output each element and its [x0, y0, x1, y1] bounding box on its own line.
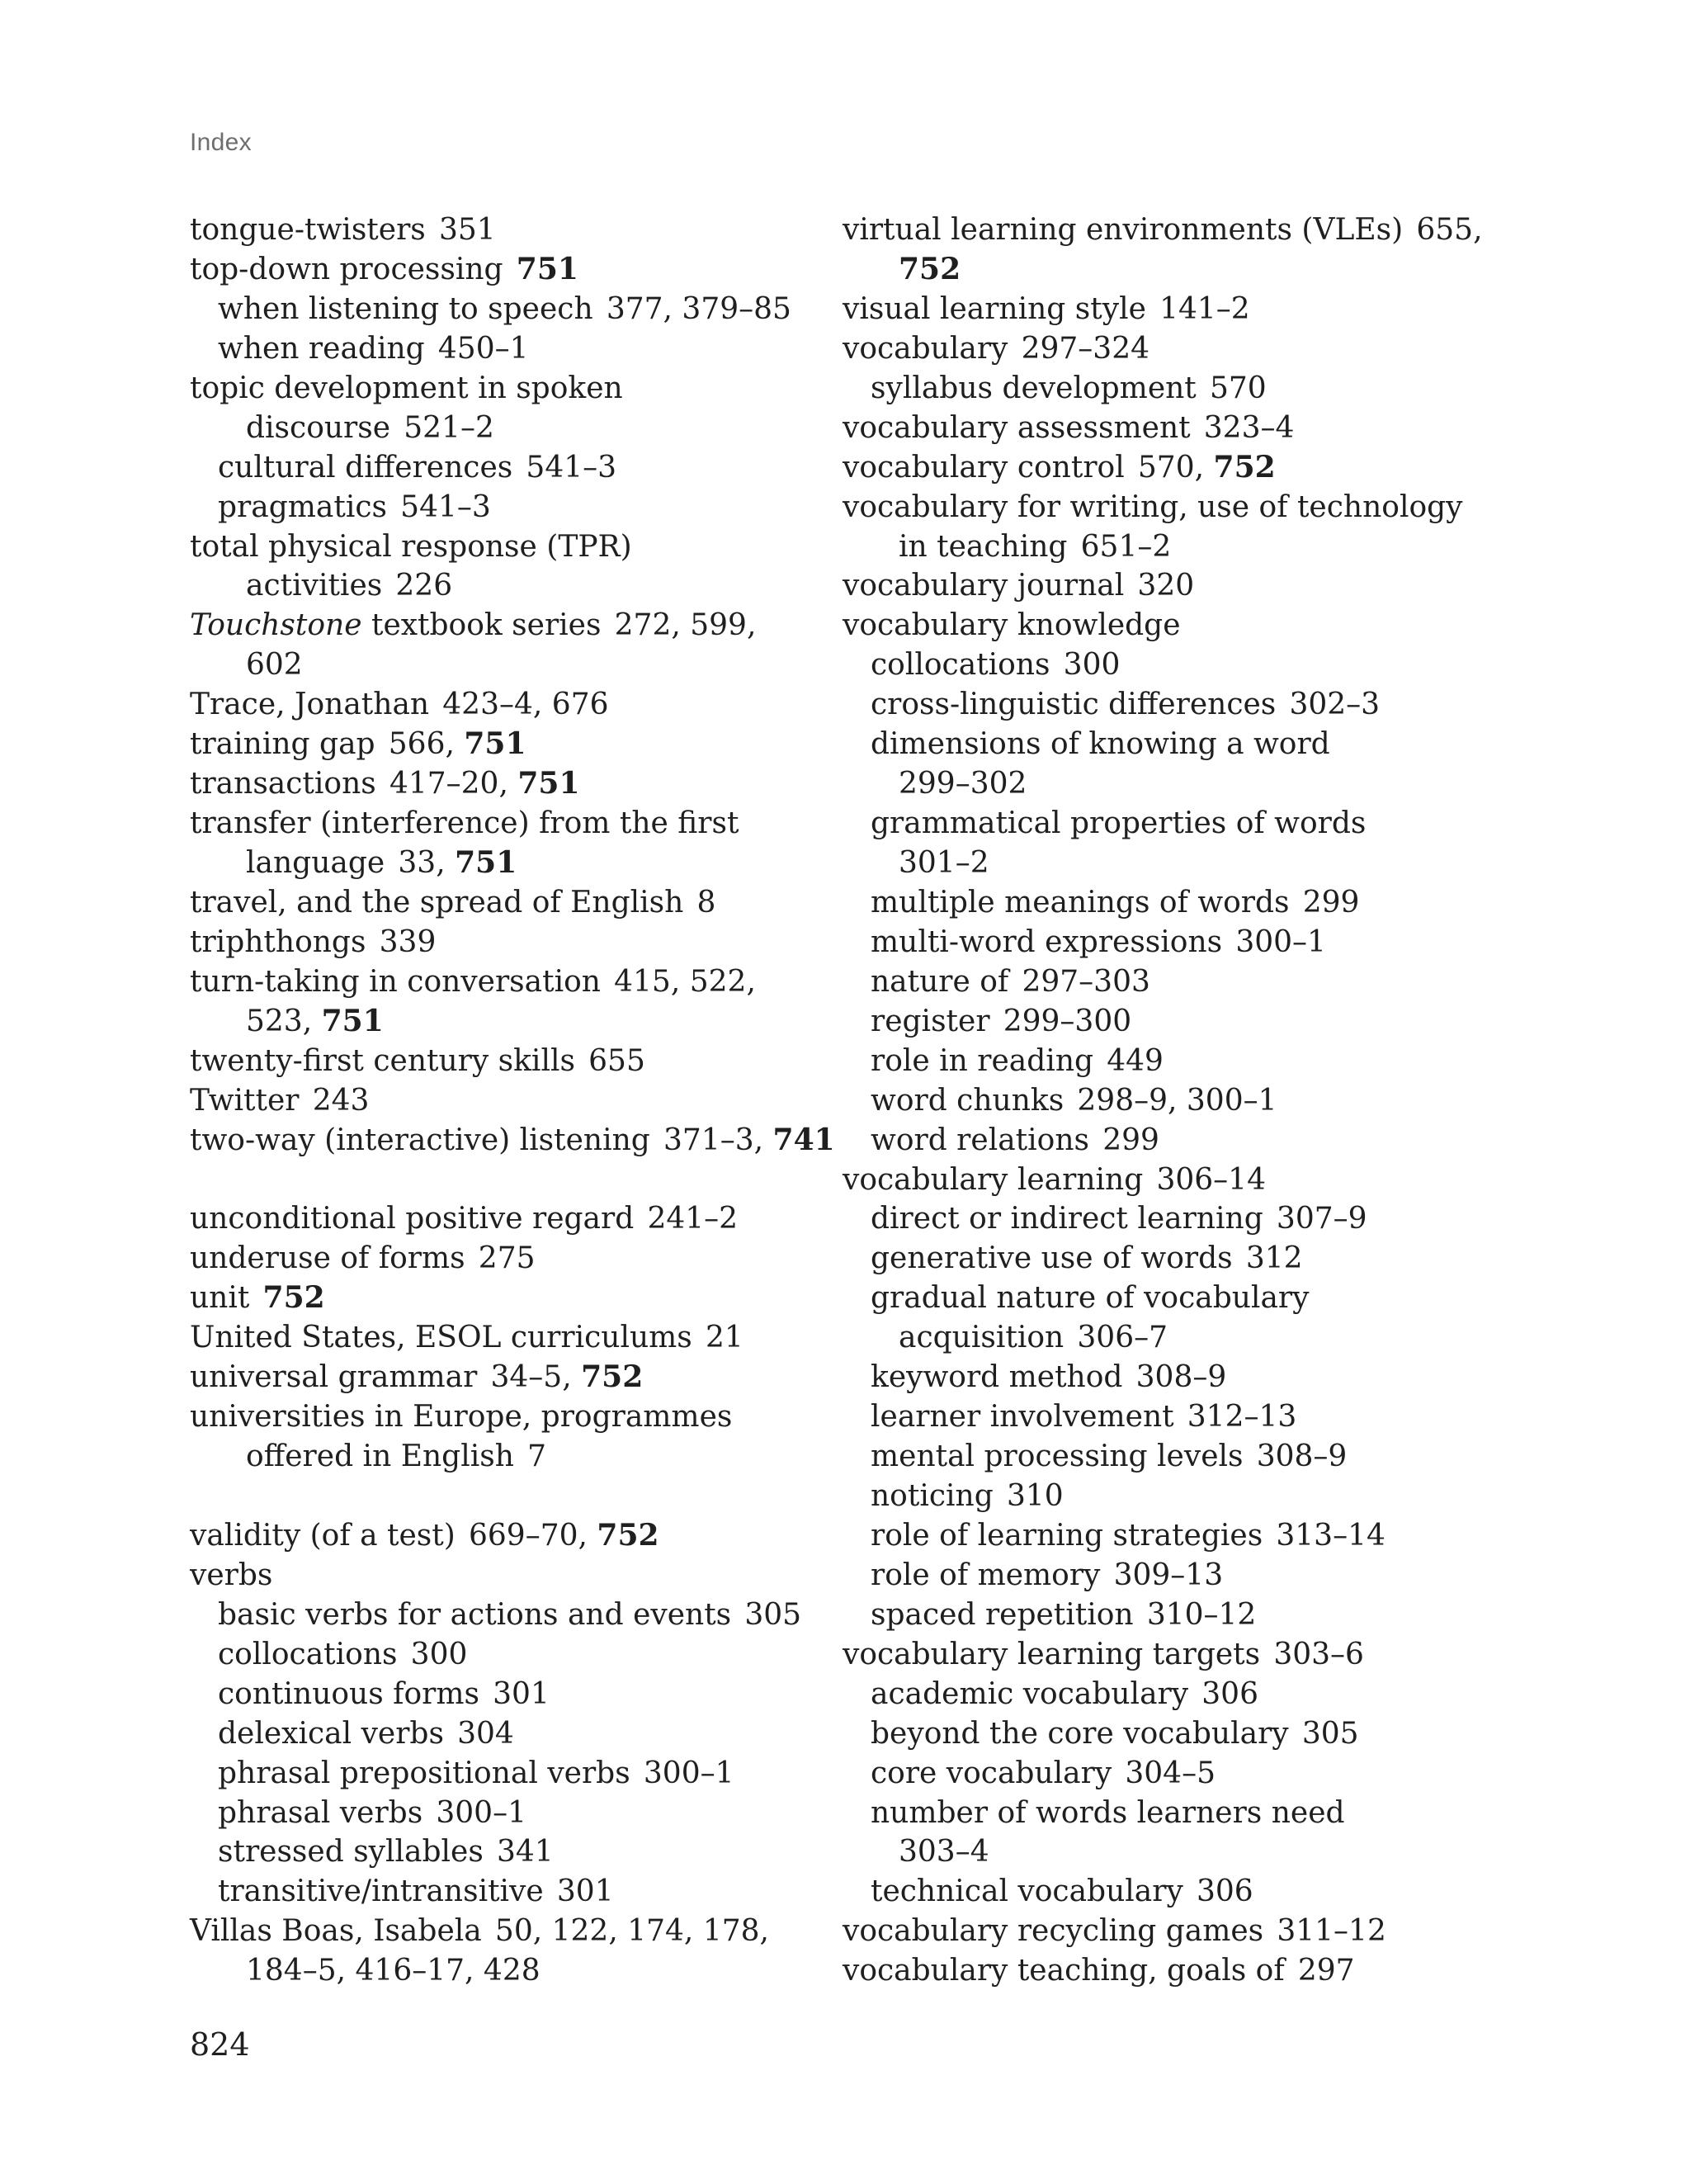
index-entry-continuation	[843, 527, 1494, 567]
index-subentry	[190, 290, 842, 329]
index-entry	[843, 409, 1494, 448]
index-entry-continuation	[190, 844, 842, 883]
index-entry-continuation	[190, 1002, 842, 1042]
entry-text: 302–3	[1289, 688, 1381, 722]
entry-text: vocabulary learning targets	[843, 1637, 1261, 1671]
entry-text: collocations	[218, 1637, 398, 1671]
entry-text: unit	[190, 1281, 250, 1316]
entry-text: 301	[493, 1676, 550, 1711]
entry-text: training gap	[190, 727, 375, 762]
index-entry	[190, 1397, 842, 1437]
entry-text: 341	[497, 1835, 554, 1870]
index-entry	[190, 923, 842, 962]
entry-text: textbook series	[361, 608, 602, 643]
index-subentry	[190, 488, 842, 527]
entry-text: Villas Boas, Isabela	[190, 1914, 482, 1949]
entry-text: word chunks	[871, 1083, 1065, 1118]
index-subentry	[843, 1358, 1494, 1397]
entry-text: in teaching	[899, 529, 1068, 564]
index-entry	[190, 1912, 842, 1951]
index-subentry	[843, 1595, 1494, 1635]
index-subentry	[843, 962, 1494, 1002]
index-subentry	[843, 1556, 1494, 1595]
entry-text: 300	[1063, 648, 1121, 683]
index-entry	[190, 250, 842, 290]
entry-text: 297–324	[1021, 331, 1150, 366]
entry-text: 243	[312, 1083, 370, 1118]
entry-text: 310–12	[1146, 1597, 1257, 1632]
index-subentry	[190, 448, 842, 488]
index-entry	[843, 1951, 1494, 1991]
index-entry	[843, 1161, 1494, 1200]
entry-text: core vocabulary	[871, 1756, 1112, 1790]
entry-text: generative use of words	[871, 1241, 1233, 1276]
entry-text: direct or indirect learning	[871, 1202, 1263, 1236]
entry-text: 305	[1301, 1716, 1359, 1751]
entry-text: 33,	[398, 846, 456, 880]
index-entry-continuation	[843, 764, 1494, 804]
glossary-page-ref: 752	[262, 1280, 325, 1316]
entry-text: 423–4, 676	[442, 688, 609, 722]
entry-text: 309–13	[1113, 1558, 1224, 1592]
entry-text: activities	[246, 569, 383, 603]
entry-text: 304	[457, 1716, 514, 1751]
index-entry	[190, 804, 842, 844]
index-subentry	[843, 1872, 1494, 1912]
entry-text: gradual nature of vocabulary	[871, 1281, 1310, 1316]
entry-text: 449	[1107, 1043, 1164, 1078]
entry-text: 300–1	[643, 1756, 734, 1790]
entry-text: 8	[696, 885, 716, 919]
index-letter-gap	[190, 1161, 842, 1200]
entry-text: unconditional positive regard	[190, 1202, 635, 1236]
index-subentry	[843, 1042, 1494, 1081]
glossary-page-ref: 751	[464, 726, 526, 762]
entry-text: 566,	[388, 727, 465, 762]
entry-text: cultural differences	[218, 450, 513, 485]
entry-text: technical vocabulary	[871, 1874, 1183, 1909]
index-subentry	[843, 883, 1494, 923]
entry-text: delexical verbs	[218, 1716, 444, 1751]
entry-text: pragmatics	[218, 489, 387, 524]
entry-text: phrasal prepositional verbs	[218, 1756, 630, 1790]
entry-text: mental processing levels	[871, 1439, 1244, 1474]
entry-text: two-way (interactive) listening	[190, 1123, 650, 1157]
index-subentry	[843, 725, 1494, 764]
entry-text: 34–5,	[490, 1360, 582, 1395]
glossary-page-ref: 752	[1213, 449, 1276, 485]
index-subentry	[190, 1754, 842, 1794]
entry-text: register	[871, 1004, 990, 1038]
index-entry	[843, 329, 1494, 369]
entry-text: 377, 379–85	[606, 291, 791, 326]
entry-text: 669–70,	[468, 1518, 597, 1553]
index-subentry	[843, 1002, 1494, 1042]
italic-title: Touchstone	[190, 608, 362, 643]
index-subentry	[843, 645, 1494, 685]
entry-text: role of learning strategies	[871, 1518, 1263, 1553]
index-subentry	[843, 1121, 1494, 1161]
entry-text: transfer (interference) from the first	[190, 806, 739, 841]
index-entry	[190, 764, 842, 804]
entry-text: 275	[478, 1241, 536, 1276]
index-entry-continuation	[190, 1951, 842, 1991]
index-entry	[190, 725, 842, 764]
entry-text: 602	[246, 648, 303, 683]
index-entry	[190, 962, 842, 1002]
entry-text: 308–9	[1256, 1439, 1348, 1474]
entry-text: word relations	[871, 1123, 1089, 1157]
running-head: Index	[190, 129, 252, 156]
entry-text: multi-word expressions	[871, 924, 1223, 959]
index-subentry	[843, 1279, 1494, 1318]
entry-text: 310	[1006, 1479, 1064, 1513]
entry-text: acquisition	[899, 1321, 1065, 1355]
entry-text: basic verbs for actions and events	[218, 1597, 732, 1632]
entry-text: 272, 599,	[614, 608, 757, 643]
index-entry	[190, 1516, 842, 1556]
entry-text: 303–6	[1273, 1637, 1364, 1671]
entry-text: 371–3,	[663, 1123, 773, 1157]
entry-text: vocabulary journal	[843, 569, 1125, 603]
entry-text: top-down processing	[190, 252, 503, 286]
entry-text: 300–1	[1235, 924, 1326, 959]
index-entry	[843, 1912, 1494, 1951]
entry-text: 184–5, 416–17, 428	[246, 1954, 541, 1988]
entry-text: 301–2	[899, 846, 989, 880]
index-entry	[190, 1358, 842, 1397]
entry-text: 241–2	[647, 1202, 739, 1236]
entry-text: when listening to speech	[218, 291, 593, 326]
glossary-page-ref: 751	[321, 1003, 384, 1038]
index-entry-continuation	[190, 566, 842, 606]
entry-text: 570,	[1137, 450, 1214, 485]
entry-text: 21	[705, 1321, 744, 1355]
entry-text: 541–3	[400, 489, 491, 524]
entry-text: 301	[556, 1874, 614, 1909]
index-entry	[843, 606, 1494, 645]
entry-text: 306	[1196, 1874, 1253, 1909]
entry-text: 306	[1201, 1676, 1258, 1711]
entry-text: 306–7	[1077, 1321, 1168, 1355]
entry-text: grammatical properties of words	[871, 806, 1367, 841]
entry-text: 50, 122, 174, 178,	[494, 1914, 769, 1949]
entry-text: 415, 522,	[614, 964, 756, 999]
index-subentry	[843, 1477, 1494, 1516]
entry-text: when reading	[218, 331, 425, 366]
index-subentry	[843, 1516, 1494, 1556]
index-letter-gap	[190, 1477, 842, 1516]
entry-text: 541–3	[526, 450, 617, 485]
entry-text: 320	[1137, 569, 1195, 603]
entry-text: vocabulary learning	[843, 1162, 1144, 1197]
index-subentry	[190, 1794, 842, 1833]
index-subentry	[190, 1635, 842, 1675]
index-entry	[190, 685, 842, 725]
index-entry	[190, 1121, 842, 1161]
index-subentry	[190, 1595, 842, 1635]
entry-text: 655,	[1416, 213, 1483, 247]
entry-text: turn-taking in conversation	[190, 964, 601, 999]
entry-text: vocabulary recycling games	[843, 1914, 1264, 1949]
entry-text: 299	[1102, 1123, 1159, 1157]
entry-text: offered in English	[246, 1439, 514, 1474]
index-entry-continuation	[843, 1832, 1494, 1872]
glossary-page-ref: 752	[899, 251, 961, 286]
entry-text: transitive/intransitive	[218, 1874, 544, 1909]
entry-text: vocabulary knowledge	[843, 608, 1181, 643]
entry-text: 303–4	[899, 1835, 989, 1870]
entry-text: travel, and the spread of English	[190, 885, 684, 919]
entry-text: 297–303	[1022, 964, 1150, 999]
index-entry-continuation	[843, 250, 1494, 290]
glossary-page-ref: 741	[772, 1122, 835, 1157]
index-entry	[843, 448, 1494, 488]
entry-text: vocabulary assessment	[843, 410, 1191, 445]
entry-text: continuous forms	[218, 1676, 479, 1711]
index-entry	[190, 1042, 842, 1081]
index-subentry	[843, 1794, 1494, 1833]
entry-text: role in reading	[871, 1043, 1094, 1078]
entry-text: spaced repetition	[871, 1597, 1134, 1632]
entry-text: topic development in spoken	[190, 371, 623, 405]
index-subentry	[843, 923, 1494, 962]
index-entry-continuation	[190, 1437, 842, 1477]
index-subentry	[843, 1714, 1494, 1754]
entry-text: 351	[438, 213, 496, 247]
entry-text: 300	[410, 1637, 468, 1671]
index-entry	[843, 488, 1494, 527]
index-entry	[190, 1239, 842, 1279]
entry-text: 450–1	[437, 331, 529, 366]
entry-text: collocations	[871, 648, 1050, 683]
entry-text: 308–9	[1135, 1360, 1227, 1395]
index-entry-continuation	[190, 409, 842, 448]
entry-text: tongue-twisters	[190, 213, 426, 247]
index-subentry	[843, 1397, 1494, 1437]
entry-text: dimensions of knowing a word	[871, 727, 1330, 762]
index-column-right	[843, 210, 1494, 1991]
entry-text: underuse of forms	[190, 1241, 465, 1276]
entry-text: validity (of a test)	[190, 1518, 456, 1553]
entry-text: 141–2	[1159, 291, 1250, 326]
entry-text: visual learning style	[843, 291, 1146, 326]
index-entry	[190, 1556, 842, 1595]
index-entry-continuation	[843, 1318, 1494, 1358]
index-entry	[843, 210, 1494, 250]
entry-text: Twitter	[190, 1083, 300, 1118]
entry-text: 339	[379, 924, 437, 959]
entry-text: transactions	[190, 767, 376, 801]
entry-text: 304–5	[1125, 1756, 1216, 1790]
entry-text: stressed syllables	[218, 1835, 484, 1870]
entry-text: twenty-first century skills	[190, 1043, 575, 1078]
entry-text: virtual learning environments (VLEs)	[843, 213, 1404, 247]
entry-text: 312	[1245, 1241, 1303, 1276]
entry-text: 651–2	[1080, 529, 1172, 564]
index-entry	[843, 290, 1494, 329]
entry-text: 307–9	[1276, 1202, 1367, 1236]
entry-text: 297	[1297, 1954, 1355, 1988]
entry-text: vocabulary for writing, use of technology	[843, 489, 1463, 524]
index-entry	[190, 369, 842, 409]
index-subentry	[190, 1714, 842, 1754]
index-entry	[190, 1318, 842, 1358]
glossary-page-ref: 751	[516, 251, 578, 286]
glossary-page-ref: 752	[597, 1517, 659, 1553]
entry-text: 521–2	[404, 410, 494, 445]
entry-text: 305	[744, 1597, 802, 1632]
entry-text: vocabulary	[843, 331, 1008, 366]
entry-text: 298–9, 300–1	[1077, 1083, 1277, 1118]
entry-text: role of memory	[871, 1558, 1101, 1592]
index-subentry	[843, 1239, 1494, 1279]
entry-text: 655	[588, 1043, 645, 1078]
entry-text: nature of	[871, 964, 1009, 999]
entry-text: 323–4	[1203, 410, 1295, 445]
entry-text: vocabulary teaching, goals of	[843, 1954, 1285, 1988]
entry-text: 313–14	[1276, 1518, 1386, 1553]
entry-text: keyword method	[871, 1360, 1123, 1395]
index-entry	[190, 210, 842, 250]
entry-text: academic vocabulary	[871, 1676, 1189, 1711]
entry-text: beyond the core vocabulary	[871, 1716, 1289, 1751]
index-entry-continuation	[843, 844, 1494, 883]
glossary-page-ref: 752	[581, 1359, 644, 1395]
glossary-page-ref: 751	[455, 845, 517, 880]
index-subentry	[843, 1199, 1494, 1239]
entry-text: universities in Europe, programmes	[190, 1400, 733, 1435]
entry-text: 299–300	[1003, 1004, 1132, 1038]
entry-text: learner involvement	[871, 1400, 1174, 1435]
index-entry	[190, 1081, 842, 1121]
index-entry	[190, 1199, 842, 1239]
entry-text: syllabus development	[871, 371, 1197, 405]
entry-text: 311–12	[1277, 1914, 1386, 1949]
index-subentry	[190, 1832, 842, 1872]
page-number: 824	[190, 2026, 250, 2063]
entry-text: triphthongs	[190, 924, 366, 959]
index-entry	[190, 883, 842, 923]
index-subentry	[843, 804, 1494, 844]
entry-text: phrasal verbs	[218, 1795, 423, 1830]
index-entry	[190, 527, 842, 567]
index-subentry	[190, 329, 842, 369]
index-subentry	[843, 1675, 1494, 1714]
entry-text: 299	[1302, 885, 1360, 919]
entry-text: noticing	[871, 1479, 994, 1513]
entry-text: 312–13	[1187, 1400, 1297, 1435]
entry-text: universal grammar	[190, 1360, 478, 1395]
entry-text: 226	[395, 569, 453, 603]
index-entry	[190, 606, 842, 645]
entry-text: 417–20,	[389, 767, 518, 801]
index-subentry	[843, 1081, 1494, 1121]
index-subentry	[843, 369, 1494, 409]
entry-text: discourse	[246, 410, 391, 445]
entry-text: 570	[1209, 371, 1267, 405]
entry-text: United States, ESOL curriculums	[190, 1321, 692, 1355]
entry-text: multiple meanings of words	[871, 885, 1290, 919]
entry-text: language	[246, 846, 385, 880]
index-subentry	[190, 1675, 842, 1714]
index-subentry	[190, 1872, 842, 1912]
entry-text: total physical response (TPR)	[190, 529, 632, 564]
entry-text: 299–302	[899, 767, 1027, 801]
entry-text: 7	[527, 1439, 546, 1474]
index-entry	[843, 566, 1494, 606]
entry-text: verbs	[190, 1558, 273, 1592]
index-column-left	[190, 210, 842, 1991]
index-subentry	[843, 1437, 1494, 1477]
glossary-page-ref: 751	[517, 766, 580, 801]
entry-text: cross-linguistic differences	[871, 688, 1277, 722]
index-subentry	[843, 1754, 1494, 1794]
index-entry	[843, 1635, 1494, 1675]
entry-text: 300–1	[436, 1795, 526, 1830]
entry-text: 523,	[246, 1004, 322, 1038]
index-subentry	[843, 685, 1494, 725]
index-entry	[190, 1279, 842, 1318]
entry-text: 306–14	[1156, 1162, 1266, 1197]
entry-text: vocabulary control	[843, 450, 1125, 485]
entry-text: number of words learners need	[871, 1795, 1345, 1830]
index-entry-continuation	[190, 645, 842, 685]
entry-text: Trace, Jonathan	[190, 688, 430, 722]
